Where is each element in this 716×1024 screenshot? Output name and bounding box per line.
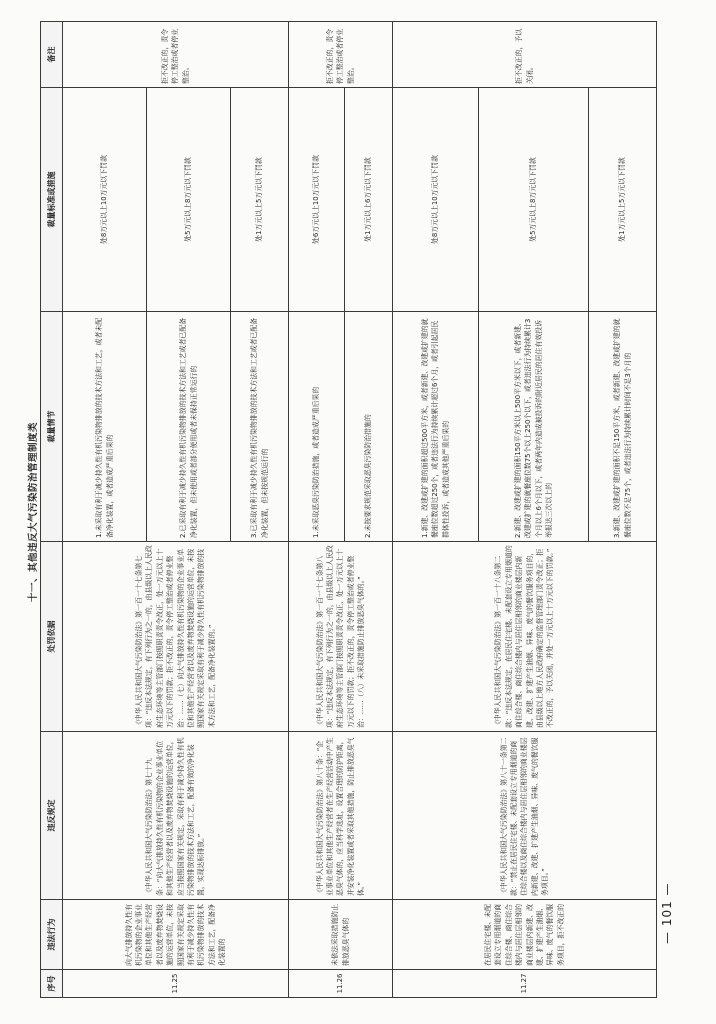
circumstance-cell: 1.未采取恶臭污染防治措施，或者造成严重后果的	[289, 312, 345, 542]
act-cell: 在居民住宅楼、未配套设立专用烟道的商住综合楼、商住综合楼内与居住层相邻的商业楼层内新建、改建、扩建产生油烟、异味、废气的餐饮服务项目，拒不改正的	[393, 900, 657, 970]
header-row	[41, 22, 63, 998]
standard-cell: 处5万元以上8万元以下罚款	[147, 88, 231, 312]
note-cell: 拒不改正的，责令停工整治或者停业整治。	[63, 22, 289, 88]
standard-cell: 处8万元以上10万元以下罚款	[393, 88, 479, 312]
table-row-11-26	[289, 22, 345, 998]
circumstance-cell: 2.已采取有利于减少持久性有机污染物排放的技术方法和工艺或者已配备净化装置，但未使用或者部分使用或者未保持正常运行的	[147, 312, 231, 542]
standard-cell: 处6万元以上10万元以下罚款	[289, 88, 345, 312]
header-seq: 序号	[41, 970, 63, 998]
header-circumstance: 裁量情节	[41, 312, 63, 542]
header-standard: 裁量标准或措施	[41, 88, 63, 312]
standard-cell: 处8万元以上10万元以下罚款	[63, 88, 147, 312]
table-row-11-25	[63, 22, 147, 998]
rule-cell: 《中华人民共和国大气污染防治法》第八十条：“企业事业单位和其他生产经营者在生产经营活动中产生恶臭气体的，应当科学选址，设置合理的防护距离，并安装净化装置或者采取其他措施，防止排放恶臭气体。”	[289, 732, 393, 900]
header-act: 违法行为	[41, 900, 63, 970]
circumstance-cell: 2.新建、改建或扩建的面积150平方米以上500平方米以下，或者新建、改建或扩建的就餐座位数75个以上250个以下，或者违法行为持续累计3个月以上6个月以下，或者两年内造成被投诉的附近居民的居住有效投诉举报达三次以上的	[479, 312, 589, 542]
circumstance-cell: 2.未按要求规范采取恶臭污染防治措施的	[345, 312, 393, 542]
seq-cell: 11.25	[63, 970, 289, 998]
table-row-11-27	[393, 22, 479, 998]
section-title: 十一、其他违反大气污染防治管理制度类	[28, 422, 39, 603]
penalty-discretion-table	[40, 21, 657, 998]
rule-cell: 《中华人民共和国大气污染防治法》第七十九条：“向大气排放持久性有机污染物的企业事业单位和其他生产经营者以及废弃物焚烧设施的运营单位，应当按照国家有关规定，采取有利于减少持久性有机污染物排放的技术方法和工艺，配备有效的净化装置，实现达标排放。”	[63, 732, 289, 900]
standard-cell: 处1万元以上6万元以下罚款	[345, 88, 393, 312]
act-cell: 向大气排放持久性有机污染物的企业事业单位和其他生产经营者以及废弃物焚烧设施的运营单位，未按照国家有关规定采取有利于减少持久性有机污染物排放的技术方法和工艺，配备净化装置的	[63, 900, 289, 970]
header-basis: 处罚依据	[41, 542, 63, 732]
circumstance-cell: 1.未采取有利于减少持久性有机污染物排放的技术方法和工艺，或者未配备净化装置，或者造成严重后果的	[63, 312, 147, 542]
basis-cell: 《中华人民共和国大气污染防治法》第一百一十七条第七项：“违反本法规定，有下列行为之一的，由县级以上人民政府生态环境等主管部门按照职责责令改正，处一万元以上十万元以下的罚款；拒不改正的，责令停工整治或者停业整治：……（七）向大气排放持久性有机污染物的企业事业单位和其他生产经营者以及废弃物焚烧设施的运营单位，未按照国家有关规定采取有利于减少持久性有机污染物排放的技术方法和工艺，配备净化装置的。”	[63, 542, 289, 732]
circumstance-cell: 1.新建、改建或扩建的面积超过500平方米，或者新建、改建或扩建的就餐座位数超过250个，或者违法行为持续累计超过6个月，或者引起居民群体性投诉，或者造成其他严重后果的	[393, 312, 479, 542]
note-cell: 拒不改正的，予以关闭。	[393, 22, 657, 88]
header-rule: 违反规定	[41, 732, 63, 900]
standard-cell: 处5万元以上8万元以下罚款	[479, 88, 589, 312]
note-cell: 拒不改正的，责令停工整治或者停业整治。	[289, 22, 393, 88]
basis-cell: 《中华人民共和国大气污染防治法》第一百一十七条第八项：“违反本法规定，有下列行为之一的，由县级以上人民政府生态环境等主管部门按照职责责令改正，处一万元以上十万元以下的罚款；拒不改正的，责令停工整治或者停业整治：……（八）未采取措施防止排放恶臭气体的。”	[289, 542, 393, 732]
standard-cell: 处1万元以上5万元以下罚款	[589, 88, 657, 312]
seq-cell: 11.27	[393, 970, 657, 998]
page-number: — 101 —	[660, 882, 674, 944]
act-cell: 未依法采取措施防止排放恶臭气体的	[289, 900, 393, 970]
seq-cell: 11.26	[289, 970, 393, 998]
circumstance-cell: 3.已采取有利于减少持久性有机污染物排放的技术方法和工艺或者已配备净化装置，但未按规范运行的	[231, 312, 289, 542]
header-note: 备注	[41, 22, 63, 88]
rule-cell: 《中华人民共和国大气污染防治法》第八十一条第二款：“禁止在居民住宅楼、未配套设立专用烟道的商住综合楼以及商住综合楼内与居住层相邻的商业楼层内新建、改建、扩建产生油烟、异味、废气的餐饮服务项目。”	[393, 732, 657, 900]
basis-cell: 《中华人民共和国大气污染防治法》第一百一十八条第二款：“违反本法规定，在居民住宅楼、未配套设立专用烟道的商住综合楼、商住综合楼内与居住层相邻的商业楼层内新建、改建、扩建产生油烟、异味、废气的餐饮服务项目的，由县级以上地方人民政府确定的监督管理部门责令改正；拒不改正的，予以关闭，并处一万元以上十万元以下的罚款。”	[393, 542, 657, 732]
standard-cell: 处1万元以上5万元以下罚款	[231, 88, 289, 312]
circumstance-cell: 3.新建、改建或扩建的面积不足150平方米，或者新建、改建或扩建的就餐座位数不足75个，或者违法行为持续累计时间不足3个月的	[589, 312, 657, 542]
